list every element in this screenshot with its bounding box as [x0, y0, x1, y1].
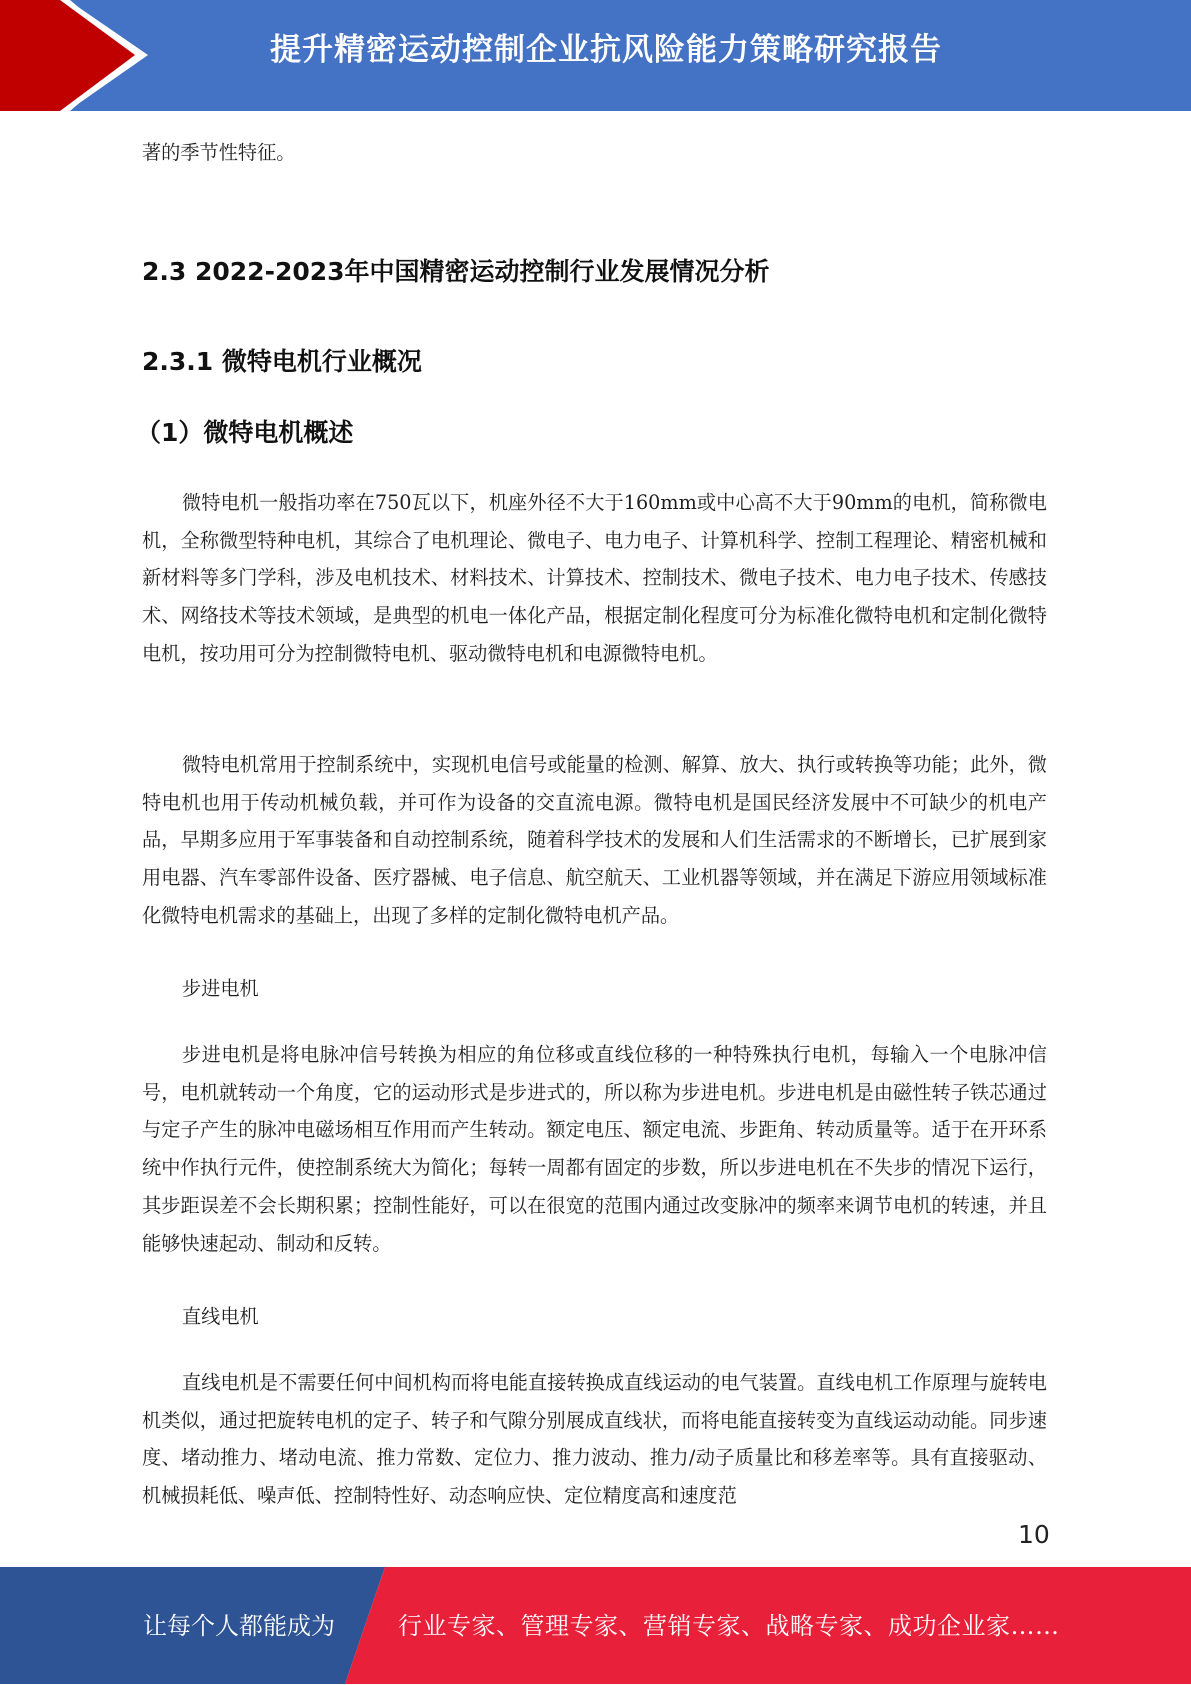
page-header — [0, 0, 1191, 111]
label-stepper-motor: 步进电机 — [182, 977, 259, 1000]
page-number: 10 — [1018, 1520, 1050, 1549]
header-title: 提升精密运动控制企业抗风险能力策略研究报告 — [270, 32, 942, 68]
paragraph-stepper-motor: 步进电机是将电脉冲信号转换为相应的角位移或直线位移的一种特殊执行电机，每输入一个电脉冲信号，电机就转动一个角度，它的运动形式是步进式的，所以称为步进电机。步进电机是由磁性转子铁芯通过与定子产生的脉冲电磁场相互作用而产生转动。额定电压、额定电流、步距角、转动质量等。适于在开环系统中作执行元件，使控制系统大为简化；每转一周都有固定的步数，所以步进电机在不失步的情况下运行，其步距误差不会长期积累；控制性能好，可以在很宽的范围内通过改变脉冲的频率来调节电机的转速，并且能够快速起动、制动和反转。 — [142, 1043, 1047, 1255]
continuation-text: 著的季节性特征。 — [142, 141, 296, 164]
footer-slogan-right: 行业专家、管理专家、营销专家、战略专家、成功企业家…… — [398, 1612, 1060, 1640]
subsection-heading: 2.3.1 微特电机行业概况 — [142, 347, 422, 376]
label-linear-motor: 直线电机 — [182, 1305, 259, 1328]
section-heading: 2.3 2022-2023年中国精密运动控制行业发展情况分析 — [142, 257, 770, 286]
paragraph-applications: 微特电机常用于控制系统中，实现机电信号或能量的检测、解算、放大、执行或转换等功能；此外，微特电机也用于传动机械负载，并可作为设备的交直流电源。微特电机是国民经济发展中不可缺少的机电产品，早期多应用于军事装备和自动控制系统，随着科学技术的发展和人们生活需求的不断增长，已扩展到家用电器、汽车零部件设备、医疗器械、电子信息、航空航天、工业机器等领域，并在满足下游应用领域标准化微特电机需求的基础上，出现了多样的定制化微特电机产品。 — [142, 753, 1047, 927]
footer-slogan-left: 让每个人都能成为 — [143, 1612, 335, 1640]
item-heading: （1）微特电机概述 — [136, 418, 354, 447]
paragraph-overview: 微特电机一般指功率在750瓦以下，机座外径不大于160mm或中心高不大于90mm的电机，简称微电机，全称微型特种电机，其综合了电机理论、微电子、电力电子、计算机科学、控制工程理论、精密机械和新材料等多门学科，涉及电机技术、材料技术、计算技术、控制技术、微电子技术、电力电子技术、传感技术、网络技术等技术领域，是典型的机电一体化产品，根据定制化程度可分为标准化微特电机和定制化微特电机，按功用可分为控制微特电机、驱动微特电机和电源微特电机。 — [142, 491, 1047, 665]
page-footer — [0, 1567, 1191, 1684]
paragraph-linear-motor: 直线电机是不需要任何中间机构而将电能直接转换成直线运动的电气装置。直线电机工作原理与旋转电机类似，通过把旋转电机的定子、转子和气隙分别展成直线状，而将电能直接转变为直线运动动能。同步速度、堵动推力、堵动电流、推力常数、定位力、推力波动、推力/动子质量比和移差率等。具有直接驱动、机械损耗低、噪声低、控制特性好、动态响应快、定位精度高和速度范 — [142, 1371, 1047, 1508]
